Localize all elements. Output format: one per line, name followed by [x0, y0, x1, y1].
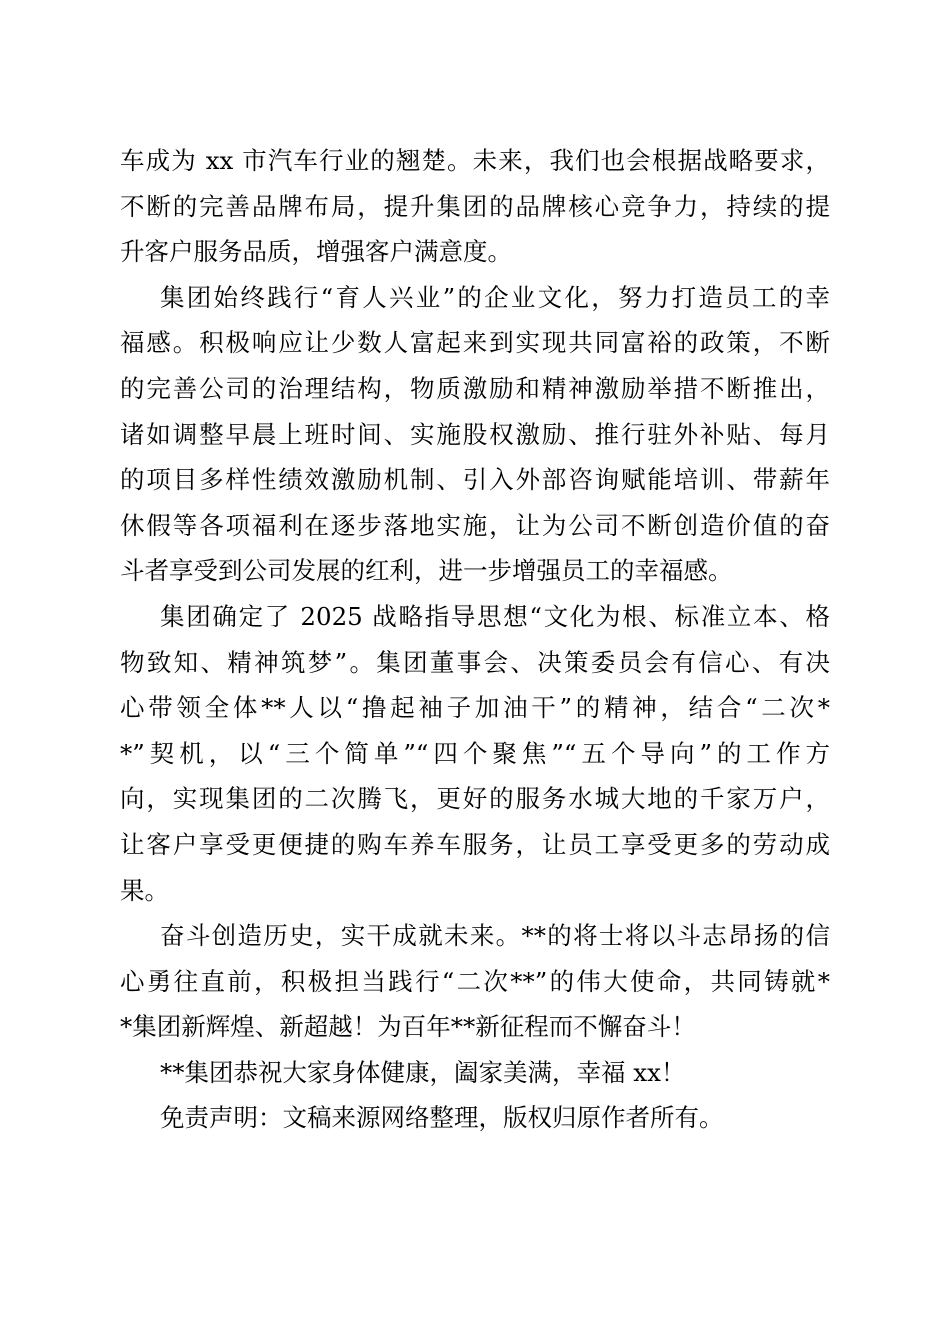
- text-line: 果。: [120, 875, 169, 905]
- paragraph-closing-vision: [120, 913, 830, 1050]
- paragraph-employee-welfare: [120, 275, 830, 594]
- text-line: 诸如调整早晨上班时间、实施股权激励、推行驻外补贴、每月: [120, 419, 830, 449]
- text-line: 福感。积极响应让少数人富起来到实现共同富裕的政策，不断: [120, 328, 830, 358]
- text-line: 心勇往直前，积极担当践行“二次**”的伟大使命，共同铸就*: [120, 966, 830, 996]
- disclaimer-text: 免责声明：文稿来源网络整理，版权归原作者所有。: [160, 1103, 724, 1133]
- text-line: 向，实现集团的二次腾飞，更好的服务水城大地的千家万户，: [120, 784, 830, 814]
- paragraph-greeting: [120, 1050, 830, 1096]
- text-line: **集团恭祝大家身体健康，阖家美满，幸福 xx！: [160, 1057, 686, 1087]
- paragraph-2025-strategy: [120, 594, 830, 913]
- text-line: 斗者享受到公司发展的红利，进一步增强员工的幸福感。: [120, 556, 733, 586]
- text-line: 集团确定了 2025 战略指导思想“文化为根、标准立本、格: [160, 601, 830, 631]
- paragraph-disclaimer: [120, 1095, 830, 1141]
- text-line: 物致知、精神筑梦”。集团董事会、决策委员会有信心、有决: [120, 647, 830, 677]
- text-line: 不断的完善品牌布局，提升集团的品牌核心竞争力，持续的提: [120, 191, 830, 221]
- text-line: 集团始终践行“育人兴业”的企业文化，努力打造员工的幸: [160, 282, 830, 312]
- text-line: 心带领全体**人以“撸起袖子加油干”的精神，结合“二次*: [120, 693, 830, 723]
- text-line: *集团新辉煌、新超越！为百年**新征程而不懈奋斗！: [120, 1012, 696, 1042]
- document-body: [120, 138, 830, 1141]
- text-line: 的项目多样性绩效激励机制、引入外部咨询赋能培训、带薪年: [120, 465, 830, 495]
- text-line: 奋斗创造历史，实干成就未来。**的将士将以斗志昂扬的信: [160, 921, 830, 951]
- paragraph-brand-strategy: [120, 138, 830, 275]
- text-line: 车成为 xx 市汽车行业的翘楚。未来，我们也会根据战略要求，: [120, 146, 830, 175]
- text-line: 休假等各项福利在逐步落地实施，让为公司不断创造价值的奋: [120, 510, 830, 540]
- text-line: 让客户享受更便捷的购车养车服务，让员工享受更多的劳动成: [120, 829, 830, 859]
- text-line: 的完善公司的治理结构，物质激励和精神激励举措不断推出，: [120, 373, 830, 403]
- text-line: *”契机，以“三个简单”“四个聚焦”“五个导向”的工作方: [120, 738, 830, 768]
- text-line: 升客户服务品质，增强客户满意度。: [120, 237, 512, 267]
